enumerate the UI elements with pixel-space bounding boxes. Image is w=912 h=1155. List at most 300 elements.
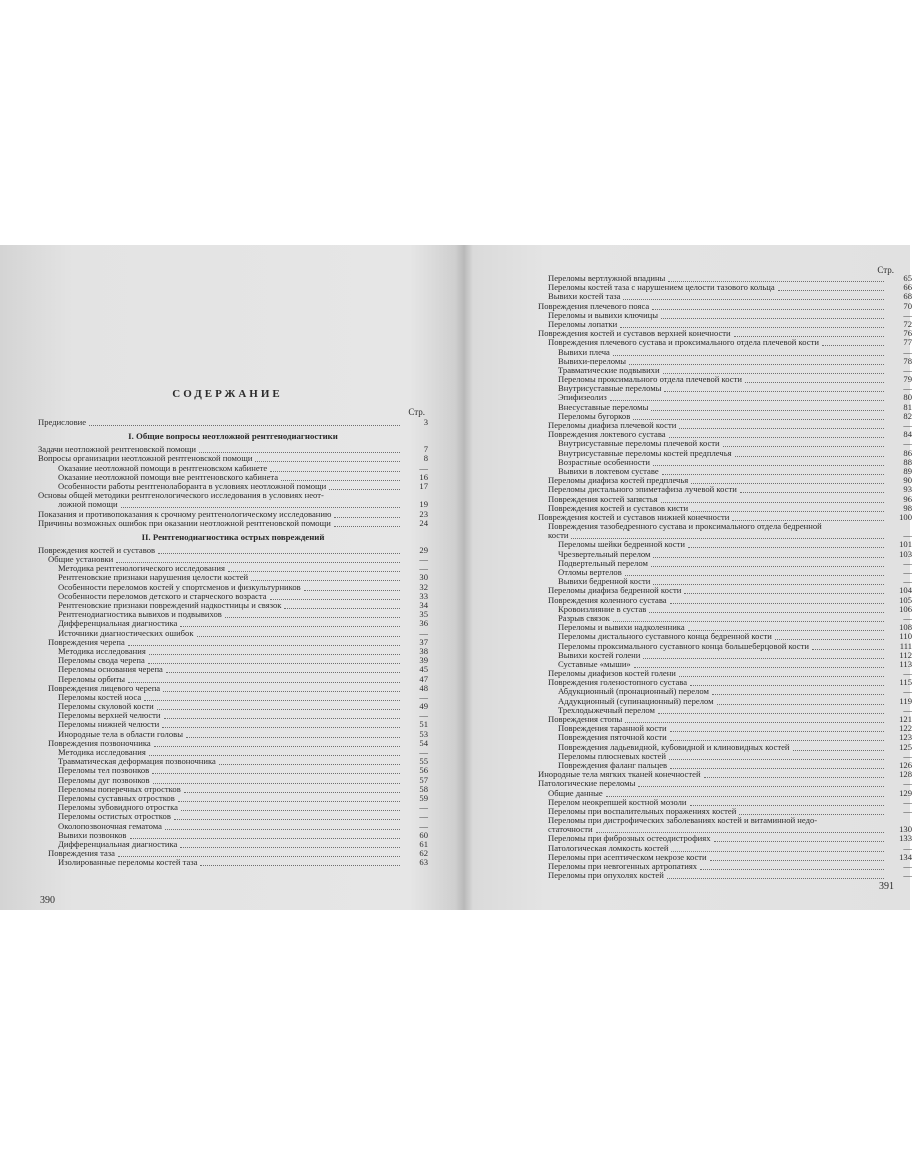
toc-entry-page: 125 xyxy=(899,741,912,752)
dot-leader xyxy=(149,653,400,655)
toc-entry-title: Повреждения тазобедренного сустава и проксимального отдела бедренной xyxy=(548,521,822,532)
toc-entry-page: 7 xyxy=(423,444,428,455)
toc-entry-title: Дифференциальная диагностика xyxy=(58,838,178,849)
toc-entry-title: Повреждения черепа xyxy=(48,636,125,647)
dot-leader xyxy=(717,703,884,705)
toc-entry-title: Повреждения плечевого сустава и проксимального отдела плечевой кости xyxy=(548,337,819,348)
toc-entry-title: Переломы лопатки xyxy=(548,318,618,329)
toc-entry-title: Переломы дистального суставного конца бедренной кости xyxy=(558,631,772,642)
toc-entry-title: Трехлодыжечный перелом xyxy=(558,704,655,715)
toc-entry-page: — xyxy=(419,820,428,831)
toc-entry-page: 58 xyxy=(419,783,428,794)
toc-entry-title: Повреждения позвоночника xyxy=(48,737,151,748)
toc-entry-page: 103 xyxy=(899,548,912,559)
toc-entry-page: 82 xyxy=(903,410,912,421)
toc-entry-title: Возрастные особенности xyxy=(558,456,651,467)
dot-leader xyxy=(735,455,884,457)
toc-entry-page: 86 xyxy=(903,447,912,458)
toc-entry-page: — xyxy=(419,811,428,822)
toc-entry-page: 77 xyxy=(903,337,912,348)
toc-entry-page: 78 xyxy=(903,355,912,366)
toc-entry-page: 128 xyxy=(899,769,912,780)
toc-entry-title: Повреждения костей и суставов верхней конечности xyxy=(538,328,731,339)
section-heading: II. Рентгенодиагностика острых повреждений xyxy=(141,531,325,542)
toc-entry-title: Повреждения таза xyxy=(48,848,115,859)
toc-entry-title: Переломы при дистрофических заболеваниях костей и витаминной недо- xyxy=(548,815,818,826)
toc-entry-page: 3 xyxy=(423,417,428,427)
toc-entry-page: 16 xyxy=(419,471,428,482)
dot-leader xyxy=(679,427,884,429)
dot-leader xyxy=(669,758,884,760)
toc-entry-title: Инородные тела в области головы xyxy=(58,728,183,739)
toc-entry xyxy=(538,871,912,880)
toc-entry-title: Повреждения костей запястья xyxy=(548,493,658,504)
dot-leader xyxy=(690,684,884,686)
toc-entry-page: 110 xyxy=(899,631,912,642)
toc-entry-page: — xyxy=(419,747,428,757)
toc-entry-page: 81 xyxy=(903,401,912,412)
toc-entry-title: Общие данные xyxy=(548,787,603,798)
toc-entry-page: 72 xyxy=(903,318,912,329)
toc-entry-title: Вывихи бедренной кости xyxy=(558,576,651,587)
dot-leader xyxy=(667,877,884,879)
dot-leader xyxy=(186,736,400,738)
toc-entry-title: Внутрисуставные переломы плечевой кости xyxy=(558,438,720,449)
toc-entry-title: Переломы дистального эпиметафиза лучевой кости xyxy=(548,484,737,495)
toc-entry-page: 63 xyxy=(419,857,428,868)
toc-entry-title: Вывихи позвонков xyxy=(58,829,127,840)
dot-leader xyxy=(638,785,884,787)
toc-entry-title: Травматические подвывихи xyxy=(558,364,660,375)
toc-entry-title: Внутрисуставные переломы xyxy=(558,383,662,394)
toc-entry-page: 130 xyxy=(899,824,912,835)
toc-entry-title: Переломы основания черепа xyxy=(58,664,163,675)
toc-entry-page: — xyxy=(903,778,912,789)
toc-entry-title: Переломы плюсневых костей xyxy=(558,750,666,761)
toc-entry-page: 45 xyxy=(419,664,428,675)
toc-entry-page: 47 xyxy=(419,673,428,684)
toc-entry-title: Перелом неокрепшей костной мозоли xyxy=(548,796,687,807)
toc-entry-title: Повреждения костей и суставов нижней конечности xyxy=(538,511,730,522)
toc-entry xyxy=(38,858,428,867)
toc-entry-page: 129 xyxy=(899,787,912,798)
toc-entry-page: — xyxy=(903,861,912,871)
toc-entry-title: Оказание неотложной помощи вне рентгеновского кабинета xyxy=(58,471,279,482)
toc-entry-page: — xyxy=(903,567,912,577)
toc-entry-page: — xyxy=(903,842,912,853)
dot-leader xyxy=(700,868,884,870)
toc-entry-page: — xyxy=(903,364,912,375)
toc-entry-title: ложной помощи xyxy=(58,499,118,510)
dot-leader xyxy=(180,625,400,627)
dot-leader xyxy=(822,344,884,346)
toc-entry-title: Разрыв связок xyxy=(558,612,610,623)
dot-leader xyxy=(714,840,884,842)
dot-leader xyxy=(157,708,400,710)
toc-entry-title: Переломы орбиты xyxy=(58,673,126,684)
toc-entry-page: 105 xyxy=(899,594,912,605)
toc-entry-title: Суставные «мыши» xyxy=(558,658,631,669)
toc-entry-page: — xyxy=(903,557,912,568)
toc-entry-title: Вывихи-переломы xyxy=(558,355,627,366)
toc-entry-page: 48 xyxy=(419,682,428,693)
toc-entry-title: Переломы проксимального суставного конца большеберцовой кости xyxy=(558,640,809,651)
dot-leader xyxy=(154,745,400,747)
dot-leader xyxy=(89,424,400,426)
toc-entry-title: Рентгеновские признаки повреждений надкостницы и связок xyxy=(58,600,282,610)
toc-entry-title: Отломы вертелов xyxy=(558,567,622,577)
toc-entry-title: Методика исследования xyxy=(58,747,146,757)
toc-entry-page: 54 xyxy=(419,737,428,748)
dot-leader xyxy=(649,611,884,613)
toc-entry-title: Переломы дуг позвонков xyxy=(58,774,150,785)
toc-entry-page: — xyxy=(903,420,912,430)
toc-entry-page: — xyxy=(903,796,912,807)
toc-entry-title: Методика рентгенологического исследования xyxy=(58,563,225,574)
toc-entry-page: 39 xyxy=(419,655,428,666)
toc-entry-title: Дифференциальная диагностика xyxy=(58,618,178,629)
toc-entry-page: 68 xyxy=(903,291,912,302)
toc-entry-title: Околопозвоночная гематома xyxy=(58,820,162,831)
toc-entry-title: Изолированные переломы костей таза xyxy=(58,857,198,868)
dot-leader xyxy=(651,409,884,411)
toc-entry-page: 70 xyxy=(903,300,912,311)
toc-entry-title: Повреждения таранной кости xyxy=(558,723,667,734)
toc-entry-page: 36 xyxy=(419,618,428,629)
toc-entry-title: Особенности работы рентгенолаборанта в условиях неотложной помощи xyxy=(58,480,327,491)
toc-entry-title: Повреждения плечевого пояса xyxy=(538,300,650,311)
dot-leader xyxy=(712,693,884,695)
dot-leader xyxy=(775,638,884,640)
dot-leader xyxy=(181,809,400,811)
dot-leader xyxy=(270,470,400,472)
toc-entry-title: Переломы верхней челюсти xyxy=(58,710,161,721)
toc-entry-title: Показания и противопоказания к срочному рентгенологическому исследованию xyxy=(38,508,332,519)
toc-entry-title: Переломы костей таза с нарушением целости тазового кольца xyxy=(548,282,775,293)
toc-entry-page: 115 xyxy=(899,677,912,688)
toc-entry-title: Переломы скуловой кости xyxy=(58,701,154,712)
dot-leader xyxy=(304,589,400,591)
toc-entry-page: — xyxy=(903,612,912,623)
toc-entry-title: Переломы при фиброзных остеодистрофиях xyxy=(548,833,711,844)
toc-entry-page: 93 xyxy=(903,484,912,495)
toc-entry-page: 112 xyxy=(899,649,912,660)
toc-entry-title: Внутрисуставные переломы костей предплечья xyxy=(558,447,732,458)
dot-leader xyxy=(158,552,400,554)
toc-entry-title: Переломы бугорков xyxy=(558,410,631,421)
toc-entry-page: 101 xyxy=(899,539,912,550)
toc-entry-page: 133 xyxy=(899,833,912,844)
toc-entry-page: 61 xyxy=(419,838,428,849)
toc-entry-title: Переломы диафиза костей предплечья xyxy=(548,475,689,486)
dot-leader xyxy=(664,390,884,392)
toc-entry-title: Повреждения локтевого сустава xyxy=(548,429,666,440)
dot-leader xyxy=(629,363,884,365)
dot-leader xyxy=(148,662,400,664)
toc-entry-title: Внесуставные переломы xyxy=(558,401,649,412)
book-spread xyxy=(0,245,910,910)
toc-entry-page: 62 xyxy=(419,848,428,859)
dot-leader xyxy=(653,556,884,558)
toc-entry-title: Переломы диафизов костей голени xyxy=(548,668,676,679)
toc-entry xyxy=(38,418,428,427)
toc-entry-title: Повреждения костей и суставов кисти xyxy=(548,502,689,513)
toc-entry-title: Вопросы организации неотложной рентгеновской помощи xyxy=(38,453,253,464)
dot-leader xyxy=(651,565,884,567)
toc-entry-page: — xyxy=(419,554,428,565)
toc-entry-title: Кровоизлияние в сустав xyxy=(558,603,647,614)
toc-entry-page: 24 xyxy=(419,517,428,528)
toc-entry-page: 51 xyxy=(419,719,428,730)
dot-leader xyxy=(661,317,884,319)
toc-entry-title: Повреждения костей и суставов xyxy=(38,544,156,555)
toc-entry-page: 32 xyxy=(419,581,428,592)
toc-entry-page: 30 xyxy=(419,572,428,583)
toc-entry-title: Основы общей методики рентгенологического исследования в условиях неот- xyxy=(38,490,324,501)
dot-leader xyxy=(684,592,884,594)
dot-leader xyxy=(255,460,400,462)
toc-entry-title: Патологическая ломкость костей xyxy=(548,842,669,853)
toc-entry-title: Причины возможных ошибок при оказании неотложной рентгеновской помощи xyxy=(38,517,331,528)
dot-leader xyxy=(704,776,884,778)
dot-leader xyxy=(793,749,884,751)
dot-leader xyxy=(174,818,400,820)
toc-entry-title: Переломы и вывихи ключицы xyxy=(548,309,659,320)
toc-entry xyxy=(38,519,428,528)
toc-entry-title: Вывихи в локтевом суставе xyxy=(558,465,659,476)
page-number: 391 xyxy=(879,881,894,892)
dot-leader xyxy=(121,506,400,508)
toc-entry-page: 29 xyxy=(419,544,428,555)
toc-entry-page: 57 xyxy=(419,774,428,785)
toc-entry-title: Особенности переломов детского и старческого возраста xyxy=(58,590,267,601)
dot-leader xyxy=(623,298,884,300)
toc-entry-page: 96 xyxy=(903,493,912,504)
toc-entries-left xyxy=(38,418,428,867)
toc-entry-page: 111 xyxy=(899,640,912,651)
toc-entry-page: 65 xyxy=(903,273,912,283)
toc-entry-page: 84 xyxy=(903,429,912,440)
right-page xyxy=(470,245,910,910)
toc-entry-title: Повреждения пяточной кости xyxy=(558,732,667,743)
toc-entry-title: Подвертельный перелом xyxy=(558,557,648,568)
toc-entry-page: 49 xyxy=(419,701,428,712)
dot-leader xyxy=(740,491,884,493)
toc-entry-page: 100 xyxy=(899,511,912,522)
toc-entry-page: 89 xyxy=(903,465,912,476)
dot-leader xyxy=(610,399,884,401)
toc-entry-title: Переломы суставных отростков xyxy=(58,792,175,803)
toc-entry-page: 35 xyxy=(419,609,428,620)
toc-entry-title: Чрезвертельный перелом xyxy=(558,548,651,559)
toc-entry-title: Повреждения коленного сустава xyxy=(548,594,667,605)
toc-entry-page: 19 xyxy=(419,499,428,510)
toc-entry-title: Предисловие xyxy=(38,417,87,427)
dot-leader xyxy=(152,772,400,774)
toc-entry-page: — xyxy=(903,309,912,320)
toc-entry-title: Переломы свода черепа xyxy=(58,655,145,666)
toc-entry-title: Повреждения стопы xyxy=(548,714,623,724)
page-column-label: Стр. xyxy=(408,407,425,417)
toc-entry-page: 34 xyxy=(419,600,428,610)
dot-leader xyxy=(164,717,400,719)
dot-leader xyxy=(670,730,884,732)
toc-entry xyxy=(538,816,912,825)
toc-entry-title: Повреждения лицевого черепа xyxy=(48,682,161,693)
toc-entry-page: — xyxy=(419,462,428,473)
toc-entry-title: Задачи неотложной рентгеновской помощи xyxy=(38,444,196,455)
section-heading: I. Общие вопросы неотложной рентгенодиагностики xyxy=(128,431,338,442)
toc-entry-page: 23 xyxy=(419,508,428,519)
dot-leader xyxy=(679,675,884,677)
toc-entry-title: Переломы поперечных отростков xyxy=(58,783,181,794)
dot-leader xyxy=(128,644,400,646)
toc-entry-page: 38 xyxy=(419,645,428,656)
toc-entry-page: 66 xyxy=(903,282,912,293)
toc-entry-page: 123 xyxy=(899,732,912,743)
toc-entry-page: — xyxy=(419,710,428,721)
toc-entry-page: 122 xyxy=(899,723,912,734)
dot-leader xyxy=(166,671,400,673)
toc-entry-title: Переломы нижней челюсти xyxy=(58,719,160,730)
toc-entry-title: Рентгеновские признаки нарушения целости костей xyxy=(58,572,249,583)
dot-leader xyxy=(284,607,400,609)
dot-leader xyxy=(745,381,884,383)
toc-entry-title: Переломы тел позвонков xyxy=(58,765,150,776)
toc-entry-page: 98 xyxy=(903,502,912,513)
toc-entry-page: 121 xyxy=(899,714,912,724)
dot-leader xyxy=(228,570,400,572)
toc-entry-page: 88 xyxy=(903,456,912,467)
toc-entry-title: Переломы и вывихи надколенника xyxy=(558,622,685,633)
dot-leader xyxy=(162,726,400,728)
toc-entry-page: 8 xyxy=(423,453,428,464)
toc-entry-title: Переломы зубовидного отростка xyxy=(58,802,178,813)
toc-entry-title: Переломы при асептическом некрозе кости xyxy=(548,851,707,862)
toc-entry-page: 53 xyxy=(419,728,428,739)
toc-entry-page: 134 xyxy=(899,851,912,862)
toc-entry-title: Общие установки xyxy=(48,554,114,565)
dot-leader xyxy=(653,583,884,585)
toc-entry-page: 90 xyxy=(903,475,912,486)
toc-entry-page: 76 xyxy=(903,328,912,339)
toc-entry-page: — xyxy=(903,805,912,816)
dot-leader xyxy=(165,828,400,830)
dot-leader xyxy=(270,598,400,600)
toc-entry-title: Абдукционный (пронационный) перелом xyxy=(558,686,709,697)
dot-leader xyxy=(334,525,400,527)
toc-entry-title: Патологические переломы xyxy=(538,778,636,789)
toc-entry-page: 17 xyxy=(419,480,428,491)
toc-entry-title: Переломы проксимального отдела плечевой кости xyxy=(558,374,742,385)
dot-leader xyxy=(653,464,884,466)
dot-leader xyxy=(180,846,400,848)
toc-entry-title: кости xyxy=(548,530,569,541)
toc-entry-page: 79 xyxy=(903,374,912,385)
toc-entry-title: Методика исследования xyxy=(58,645,146,656)
toc-entry-title: Оказание неотложной помощи в рентгеновском кабинете xyxy=(58,462,268,473)
toc-entry-page: — xyxy=(903,530,912,541)
dot-leader xyxy=(163,690,400,692)
toc-entry-title: Переломы диафиза бедренной кости xyxy=(548,585,682,596)
dot-leader xyxy=(625,574,884,576)
toc-entry-page: 119 xyxy=(899,695,912,706)
toc-entry-page: 60 xyxy=(419,829,428,840)
dot-leader xyxy=(652,308,884,310)
dot-leader xyxy=(178,800,400,802)
toc-entry-page: — xyxy=(419,802,428,813)
toc-entry-title: Переломы шейки бедренной кости xyxy=(558,539,685,550)
toc-entry-page: 113 xyxy=(899,658,912,669)
toc-entry-page: 55 xyxy=(419,756,428,767)
toc-entry-title: Переломы при невrогенных артропатиях xyxy=(548,861,698,871)
toc-entry-title: Вывихи костей голени xyxy=(558,649,641,660)
dot-leader xyxy=(225,616,400,618)
toc-entry-page: — xyxy=(903,668,912,679)
toc-entry-title: Повреждения голеностопного сустава xyxy=(548,677,688,688)
toc-entry-page: 37 xyxy=(419,636,428,647)
toc-entry-page: 126 xyxy=(899,759,912,770)
dot-leader xyxy=(643,657,884,659)
toc-entry-page: — xyxy=(419,563,428,574)
dot-leader xyxy=(184,791,400,793)
toc-entry-page: 56 xyxy=(419,765,428,776)
dot-leader xyxy=(723,445,884,447)
toc-entry-title: Вывихи плеча xyxy=(558,346,610,357)
toc-entry-page: — xyxy=(419,627,428,638)
dot-leader xyxy=(197,635,400,637)
toc-entry-title: Переломы при опухолях костей xyxy=(548,870,664,881)
toc-entry-page: 59 xyxy=(419,792,428,803)
toc-entry-title: Рентгенодиагностика вывихов и подвывихов xyxy=(58,609,222,620)
toc-entry-page: — xyxy=(903,346,912,357)
dot-leader xyxy=(329,488,400,490)
toc-entries-right xyxy=(538,274,912,880)
dot-leader xyxy=(153,782,400,784)
toc-entry-page: — xyxy=(903,870,912,881)
toc-entry-title: Повреждения ладьевидной, кубовидной и клиновидных костей xyxy=(558,741,790,752)
toc-entry-title: Переломы остистых отростков xyxy=(58,811,171,822)
dot-leader xyxy=(334,516,400,518)
toc-entry-title: Переломы вертлужной впадины xyxy=(548,273,666,283)
page-number: 390 xyxy=(40,895,55,906)
dot-leader xyxy=(778,289,884,291)
toc-entry-page: 106 xyxy=(899,603,912,614)
dot-leader xyxy=(661,501,884,503)
toc-title: СОДЕРЖАНИЕ xyxy=(172,388,283,400)
toc-entry-page: 80 xyxy=(903,392,912,403)
toc-entry-title: Эпифизеолиз xyxy=(558,392,607,403)
dot-leader xyxy=(658,712,884,714)
toc-entry-page: 108 xyxy=(899,622,912,633)
toc-entry-title: Травматическая деформация позвоночника xyxy=(58,756,216,767)
toc-entry-page: — xyxy=(903,750,912,761)
toc-entry-title: Переломы костей носа xyxy=(58,691,142,702)
toc-entry-page: — xyxy=(419,691,428,702)
toc-entry-title: Аддукционный (супинационный) перелом xyxy=(558,695,714,706)
dot-leader xyxy=(688,546,884,548)
toc-entry-title: статочности xyxy=(548,824,593,835)
toc-entry-page: — xyxy=(903,438,912,449)
dot-leader xyxy=(710,859,884,861)
toc-entry-page: — xyxy=(903,704,912,715)
page-column-label: Стр. xyxy=(877,265,894,275)
toc-entry-title: Особенности переломов костей у спортсменов и физкультурников xyxy=(58,581,301,592)
dot-leader xyxy=(200,864,400,866)
toc-entry-page: 104 xyxy=(899,585,912,596)
toc-entry-title: Переломы при воспалительных поражениях костей xyxy=(548,805,737,816)
dot-leader xyxy=(670,602,884,604)
